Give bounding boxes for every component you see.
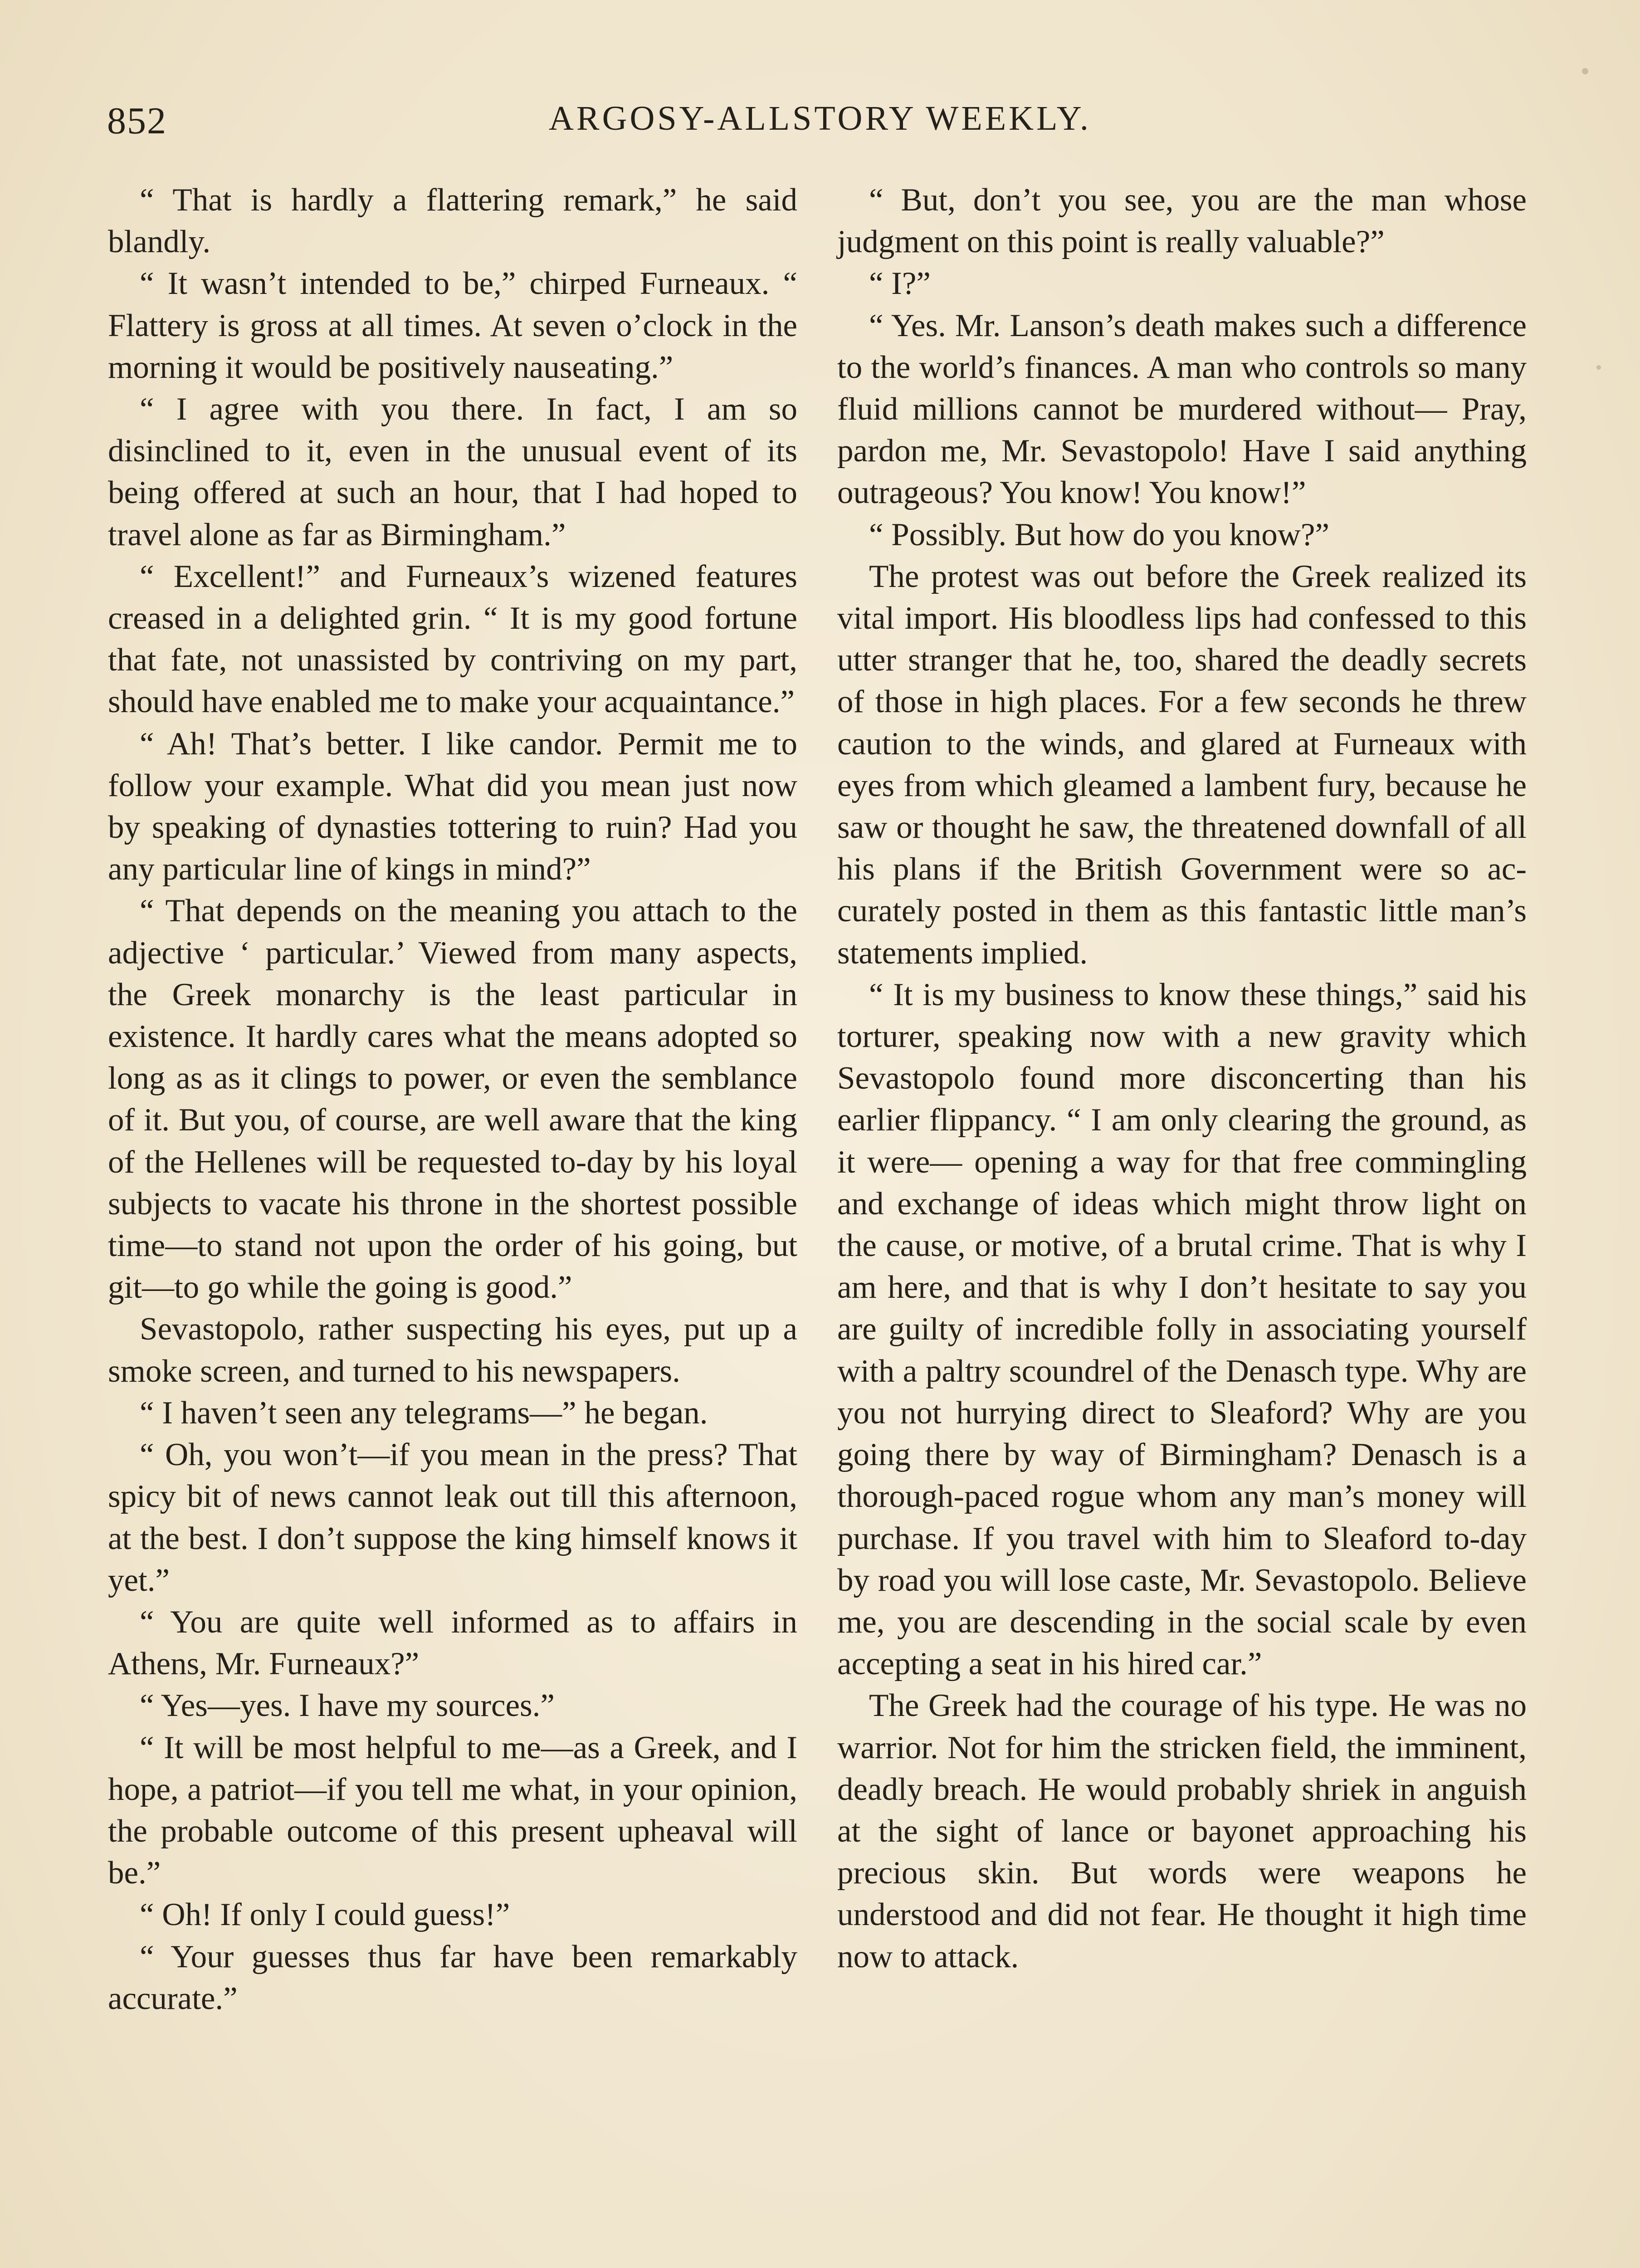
page-number: 852 xyxy=(107,100,167,142)
left-paragraph: Sevastopolo, rather suspecting his eyes, put up a smoke screen, and turned to his newspapers. xyxy=(108,1311,797,1389)
left-paragraph: “ It will be most helpful to me—as a Greek, and I hope, a patriot—if you tell me what, in your opinion, the probable outcome of this present upheaval will be.” xyxy=(108,1730,797,1891)
left-paragraph: “ Ah! That’s better. I like candor. Permit me to follow your example. What did you mean just now by speaking of dynasties tottering to ruin? Had you any particular line of kings in mind?” xyxy=(108,726,797,887)
running-head: ARGOSY-ALLSTORY WEEKLY. xyxy=(549,99,1091,137)
right-paragraph: “ Yes. Mr. Lanson’s death makes such a difference to the world’s finances. A man who controls so many fluid millions cannot be murdered without— Pray, pardon me, Mr. Sevastopolo! Have I said anything outrageous? You know! You know!” xyxy=(837,308,1527,511)
left-paragraph: “ Yes—yes. I have my sources.” xyxy=(140,1688,555,1724)
right-paragraph: “ I?” xyxy=(869,266,931,302)
right-paragraph: The Greek had the courage of his type. He was no warrior. Not for him the stricken field, the imminent, deadly breach. He would probably shriek in anguish at the sight of lance or bayonet approaching his precious skin. But words were weapons he understood and did not fear. He thought it high time now to attack. xyxy=(837,1688,1527,1975)
left-paragraph: “ Oh! If only I could guess!” xyxy=(140,1897,510,1933)
left-paragraph: “ That depends on the meaning you attach to the adjective ‘ particular.’ Viewed from many aspects, the Greek monarchy is the least particular in existence. It hardly cares what the means adopted so long as as it clings to power, or even the semblance of it. But you, of course, are well aware that the king of the Hellenes will be requested to-day by his loyal subjects to vacate his throne in the shortest possible time—to stand not upon the order of his going, but git—to go while the going is good.” xyxy=(108,893,797,1305)
left-paragraph: “ I agree with you there. In fact, I am so disinclined to it, even in the unusual event of its being offered at such an hour, that I had hoped to travel alone as far as Birmingham.” xyxy=(108,391,797,552)
left-paragraph: “ It wasn’t intended to be,” chirped Furneaux. “ Flattery is gross at all times. At seven o’clock in the morning it would be positively nauseating.” xyxy=(108,266,797,385)
right-paragraph: “ Possibly. But how do you know?” xyxy=(869,517,1330,552)
left-paragraph: “ Excellent!” and Furneaux’s wizened features creased in a delighted grin. “ It is my good fortune that fate, not unassisted by contriving on my part, should have enabled me to make your acquaintance.” xyxy=(108,558,797,720)
left-paragraph: “ Oh, you won’t—if you mean in the press? That spicy bit of news cannot leak out till this afternoon, at the best. I don’t suppose the king himself knows it yet.” xyxy=(108,1437,797,1598)
left-paragraph: “ You are quite well informed as to affairs in Athens, Mr. Furneaux?” xyxy=(108,1604,797,1682)
left-paragraph: “ That is hardly a flattering remark,” he said blandly. xyxy=(108,182,797,260)
right-paragraph: “ It is my business to know these things,” said his torturer, speaking now with a new gravity which Sevastopolo found more disconcerting than his earlier flippancy. “ I am only clearing the ground, as it were— opening a way for that free commingling and exchange of ideas which might throw light on the cause, or motive, of a brutal crime. That is why I am here, and that is why I don’t hesitate to say you are guilty of incredible folly in associating yourself with a paltry scoundrel of the Denasch type. Why are you not hurrying direct to Sleaford? Why are you going there by way of Birmingham? Denasch is a thorough-paced rogue whom any man’s money will purchase. If you travel with him to Sleaford to-day by road you will lose caste, Mr. Sevastopolo. Believe me, you are descending in the social scale by even accepting a seat in his hired car.” xyxy=(837,977,1527,1682)
right-paragraph: “ But, don’t you see, you are the man whose judgment on this point is really valuable?” xyxy=(837,182,1527,260)
left-column xyxy=(108,179,797,2019)
left-paragraph: “ I haven’t seen any telegrams—” he began. xyxy=(140,1395,708,1431)
right-column xyxy=(837,179,1527,1978)
paper-speck xyxy=(1582,68,1588,74)
left-paragraph: “ Your guesses thus far have been remarkably accurate.” xyxy=(108,1939,797,2016)
paper-speck xyxy=(1596,365,1601,370)
right-paragraph: The protest was out before the Greek realized its vital import. His bloodless lips had confessed to this utter stranger that he, too, shared the deadly secrets of those in high places. For a few seconds he threw caution to the winds, and glared at Furneaux with eyes from which gleamed a lambent fury, because he saw or thought he saw, the threatened downfall of all his plans if the British Government were so accurately posted in them as this fantastic little man’s statements implied. xyxy=(837,558,1527,971)
